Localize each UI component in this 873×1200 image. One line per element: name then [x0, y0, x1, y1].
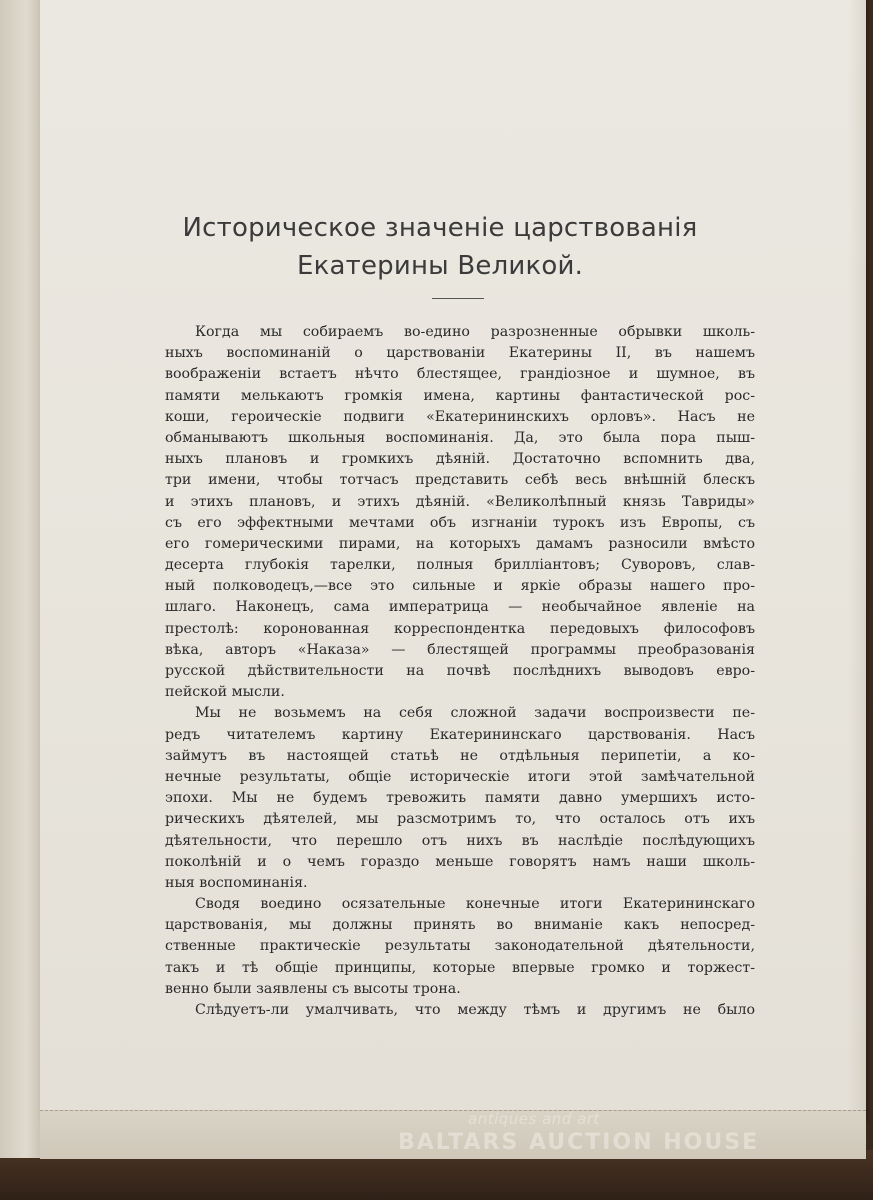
text-line: ныхъ воспоминанiй о царствованiи Екатерины II, въ нашемъ	[165, 345, 755, 362]
title-divider	[432, 298, 484, 299]
text-line: царствованiя, мы должны принять во вниманiе какъ непосред-	[165, 917, 755, 934]
previous-page-edge	[0, 0, 45, 1158]
text-line: съ его эффектными мечтами объ изгнанiи турокъ изъ Европы, съ	[165, 514, 755, 531]
text-line: три имени, чтобы тотчасъ представить себѣ весь внѣшнiй блескъ	[165, 472, 755, 489]
text-line: Сводя воедино осязательные конечные итоги Екатерининскаго	[195, 896, 755, 913]
text-line: воображенiи встаетъ нѣчто блестящее, грандiозное и шумное, въ	[165, 366, 755, 383]
article-title-line-2: Екатерины Великой.	[296, 251, 584, 281]
watermark-tagline: antiques and art	[468, 1110, 600, 1128]
text-line: Слѣдуетъ-ли умалчивать, что между тѣмъ и другимъ не было	[195, 1002, 755, 1018]
text-line: такъ и тѣ общiе принципы, которые впервые громко и торжест-	[165, 959, 755, 976]
text-line: его гомерическими пирами, на которыхъ дамамъ разносили вмѣсто	[165, 535, 755, 552]
article-body	[165, 322, 755, 1021]
text-line: Когда мы собираемъ во-едино разрозненные обрывки школь-	[195, 324, 755, 340]
text-line: русской дѣйствительности на почвѣ послѣднихъ выводовъ евро-	[165, 663, 755, 679]
text-line: ственные практическiе результаты законодательной дѣятельности,	[165, 938, 755, 955]
text-line: ный полководецъ,—все это сильные и яркiе образы нашего про-	[165, 578, 755, 595]
text-line: займутъ въ настоящей статьѣ не отдѣльныя перипетiи, а ко-	[165, 747, 755, 764]
article-title-line-1: Историческое значенiе царствованiя	[182, 213, 698, 243]
text-line: десерта глубокiя тарелки, полныя брилліантовъ; Суворовъ, слав-	[165, 557, 755, 574]
auction-watermark	[390, 1110, 840, 1158]
text-line: нечные результаты, общiе историческiе итоги этой замѣчательной	[165, 768, 755, 785]
text-line: шлаго. Наконецъ, сама императрица — необычайное явленiе на	[165, 599, 755, 616]
text-line: обманываютъ школьныя воспоминанiя. Да, это была пора пыш-	[165, 429, 755, 446]
text-line: поколѣнiй и о чемъ гораздо меньше говорятъ намъ наши школь-	[165, 853, 755, 870]
text-line: ныхъ плановъ и громкихъ дѣянiй. Достаточно вспомнить два,	[165, 451, 755, 468]
text-line: Мы не возьмемъ на себя сложной задачи воспроизвести пе-	[195, 705, 755, 722]
text-line: и этихъ плановъ, и этихъ дѣянiй. «Великолѣпный князь Тавриды»	[165, 493, 755, 510]
page-shadow	[848, 0, 866, 1122]
text-line: вѣка, авторъ «Наказа» — блестящей программы преобразованiя	[165, 641, 755, 658]
text-line: редъ читателемъ картину Екатерининскаго царствованiя. Насъ	[165, 726, 755, 743]
watermark-brand: BALTARS AUCTION HOUSE	[398, 1130, 760, 1155]
text-line: ныя воспоминанiя.	[165, 874, 308, 891]
text-line: венно были заявлены съ высоты трона.	[165, 980, 461, 997]
text-line: памяти мелькаютъ громкiя имена, картины фантастической рос-	[165, 387, 755, 404]
text-line: эпохи. Мы не будемъ тревожить памяти давно умершихъ исто-	[165, 790, 755, 807]
text-line: престолѣ: коронованная корреспондентка передовыхъ философовъ	[165, 620, 755, 637]
text-line: дѣятельности, что перешло отъ нихъ въ наслѣдiе послѣдующихъ	[165, 832, 755, 849]
text-line: коши, героическiе подвиги «Екатерининскихъ орловъ». Насъ не	[165, 408, 755, 425]
text-line: рическихъ дѣятелей, мы разсмотримъ то, что осталось отъ ихъ	[165, 811, 755, 828]
text-line: пейской мысли.	[165, 684, 285, 701]
